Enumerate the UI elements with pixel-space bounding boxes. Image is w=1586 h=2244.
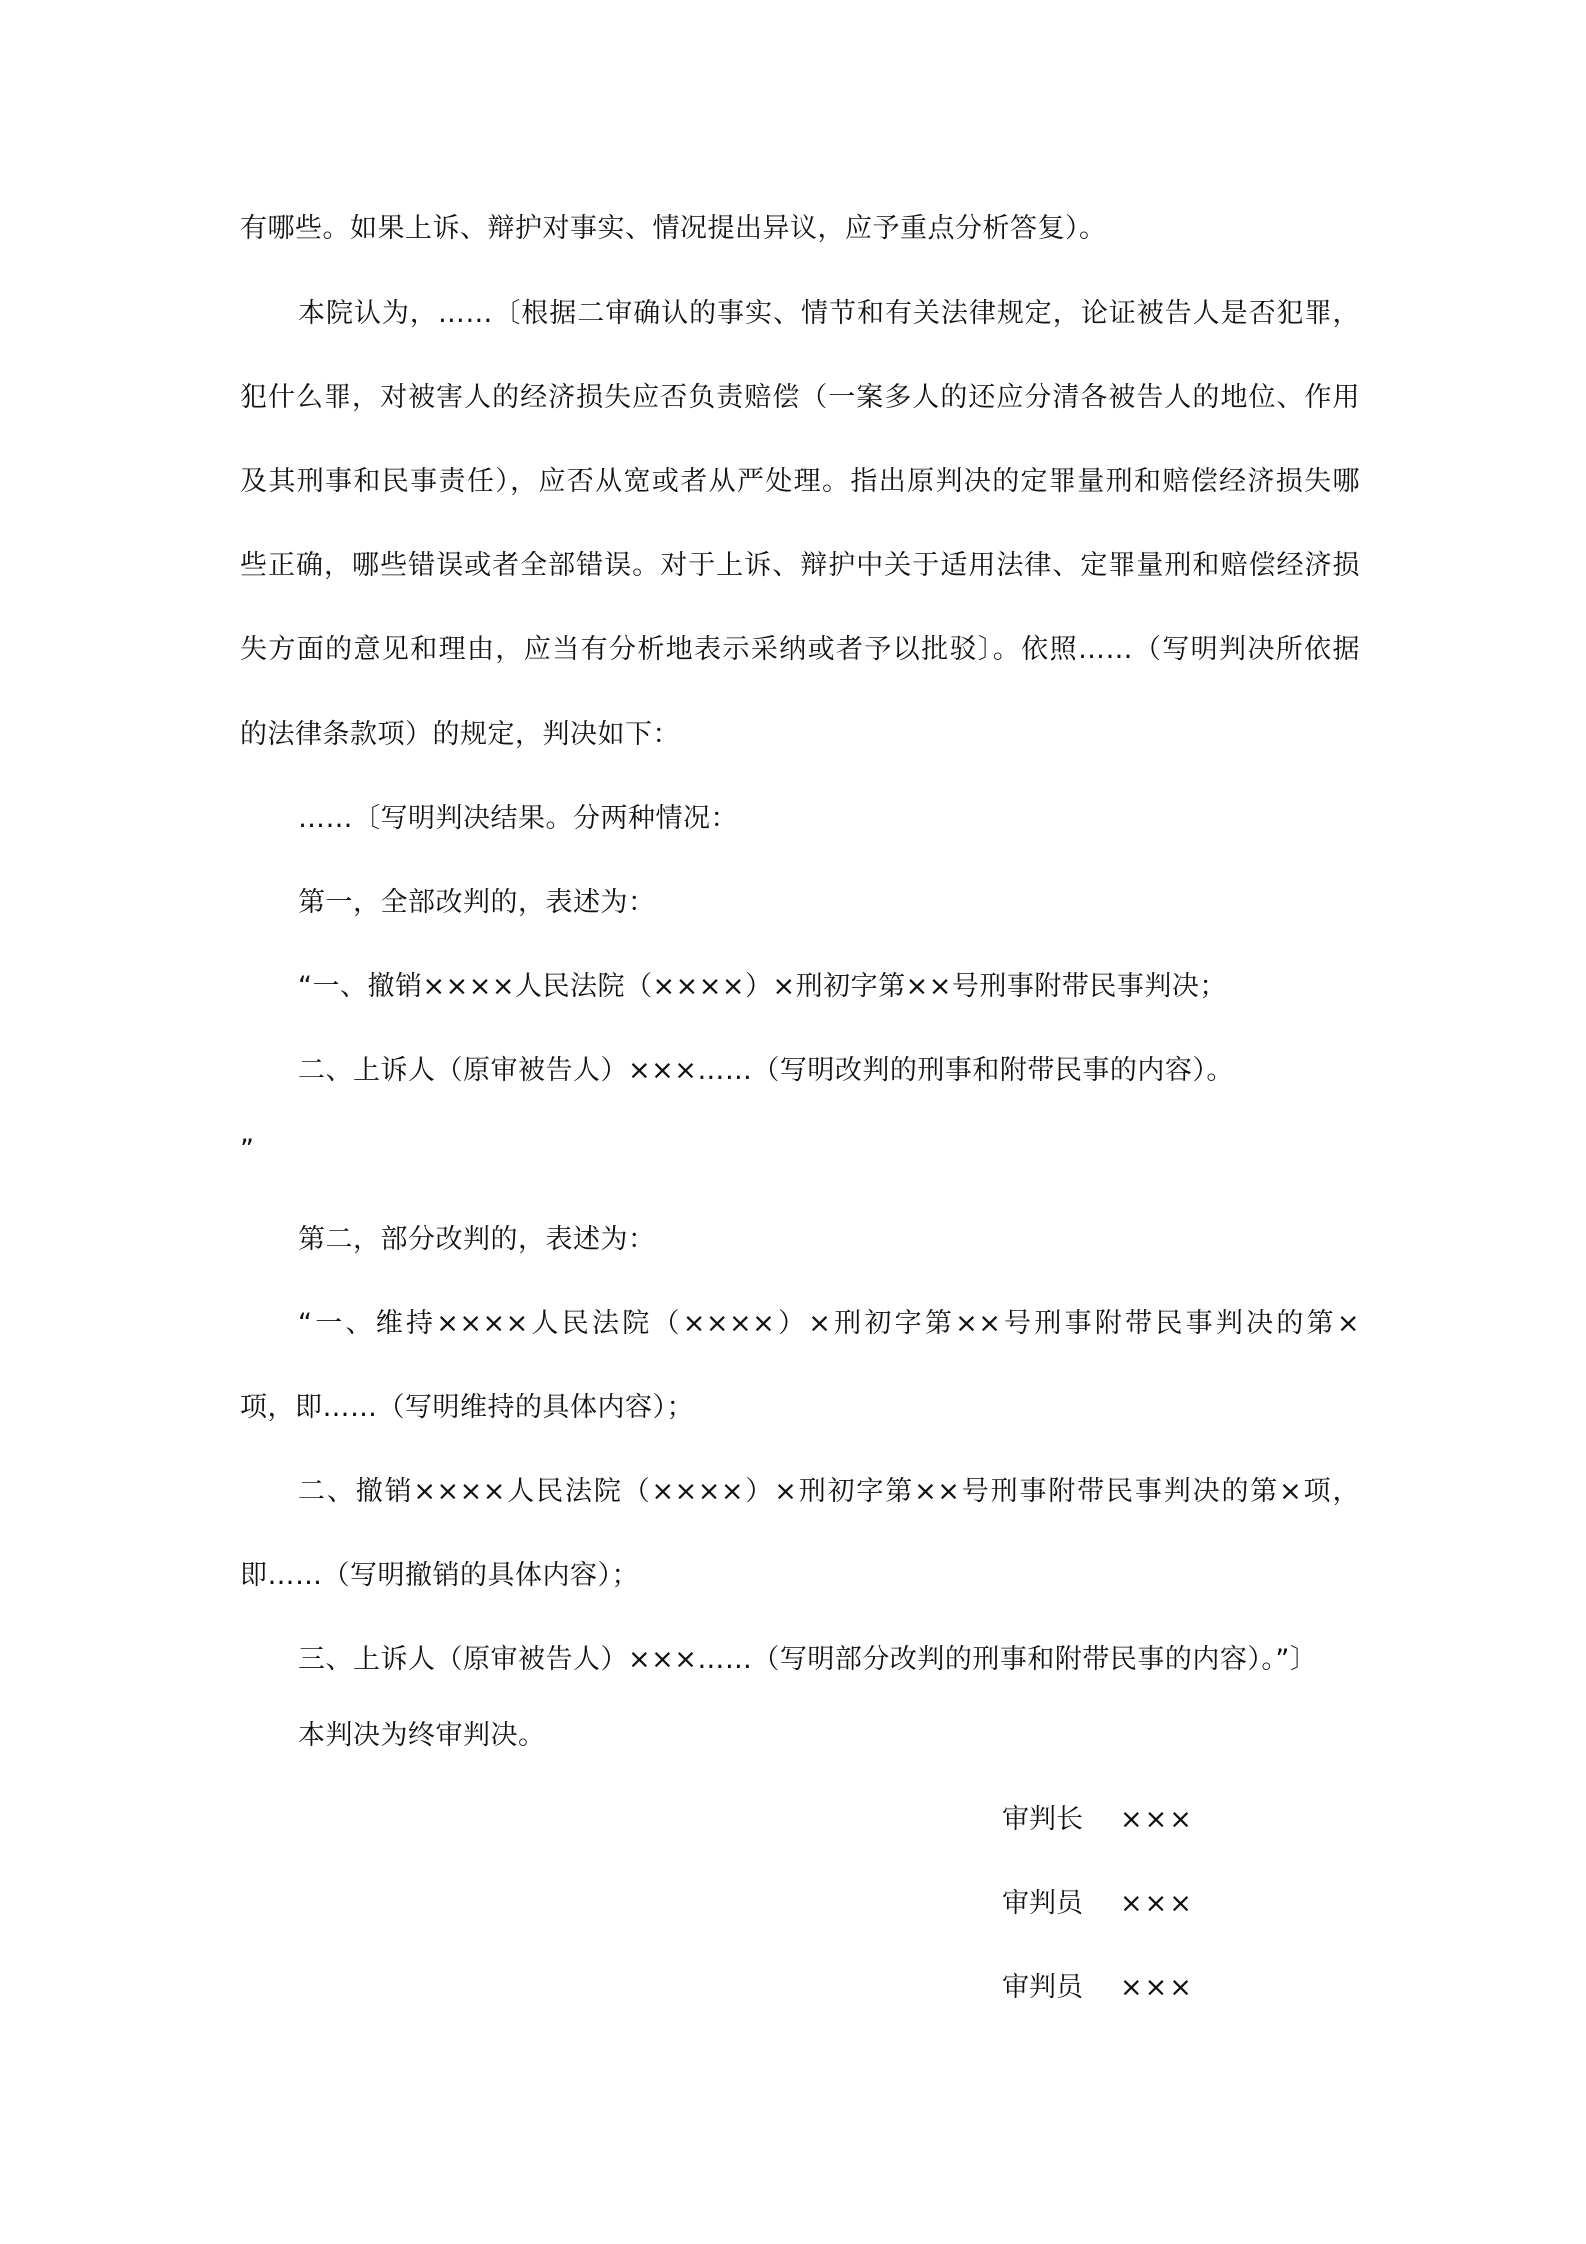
paragraph-line: 犯什么罪，对被害人的经济损失应否负责赔偿（一案多人的还应分清各被告人的地位、作用 xyxy=(240,382,1360,413)
paragraph-line: “一、撤销××××人民法院（××××）×刑初字第××号刑事附带民事判决； xyxy=(298,971,1227,1002)
signature-role: 审判员 xyxy=(1002,1888,1083,1919)
paragraph-line: 二、上诉人（原审被告人）×××……（写明改判的刑事和附带民事的内容）。 xyxy=(298,1055,1234,1086)
signature-role: 审判员 xyxy=(1002,1972,1083,2003)
signature-presiding-judge xyxy=(1002,1800,1194,1840)
signature-judge xyxy=(1002,1968,1194,2008)
paragraph-line: 有哪些。如果上诉、辩护对事实、情况提出异议，应予重点分析答复）。 xyxy=(240,213,1107,244)
signature-name: ××× xyxy=(1120,1804,1194,1835)
signature-name: ××× xyxy=(1120,1972,1194,2003)
paragraph-line: 失方面的意见和理由，应当有分析地表示采纳或者予以批驳〕。依照……（写明判决所依据 xyxy=(240,634,1360,665)
paragraph-line: 的法律条款项）的规定，判决如下： xyxy=(240,719,680,750)
paragraph-line: 本院认为，……〔根据二审确认的事实、情节和有关法律规定，论证被告人是否犯罪， xyxy=(298,298,1360,329)
paragraph-line: 及其刑事和民事责任），应否从宽或者从严处理。指出原判决的定罪量刑和赔偿经济损失哪 xyxy=(240,466,1360,497)
paragraph-line: ……〔写明判决结果。分两种情况： xyxy=(298,803,738,834)
paragraph-line: 即……（写明撤销的具体内容）； xyxy=(240,1560,639,1591)
signature-role: 审判长 xyxy=(1002,1804,1083,1835)
paragraph-line: 二、撤销××××人民法院（××××）×刑初字第××号刑事附带民事判决的第×项， xyxy=(298,1476,1360,1507)
closing-quote: ” xyxy=(240,1134,255,1165)
paragraph-line: 第一，全部改判的，表述为： xyxy=(298,887,656,918)
paragraph-line: 项，即……（写明维持的具体内容）； xyxy=(240,1392,694,1423)
paragraph-line: 些正确，哪些错误或者全部错误。对于上诉、辩护中关于适用法律、定罪量刑和赔偿经济损 xyxy=(240,550,1360,581)
paragraph-line: 本判决为终审判决。 xyxy=(298,1720,546,1751)
paragraph-line: “一、维持××××人民法院（××××）×刑初字第××号刑事附带民事判决的第× xyxy=(298,1308,1360,1339)
paragraph-line: 三、上诉人（原审被告人）×××……（写明部分改判的刑事和附带民事的内容）。”〕 xyxy=(298,1644,1318,1675)
signature-name: ××× xyxy=(1120,1888,1194,1919)
signature-judge xyxy=(1002,1884,1194,1924)
paragraph-line: 第二，部分改判的，表述为： xyxy=(298,1224,656,1255)
